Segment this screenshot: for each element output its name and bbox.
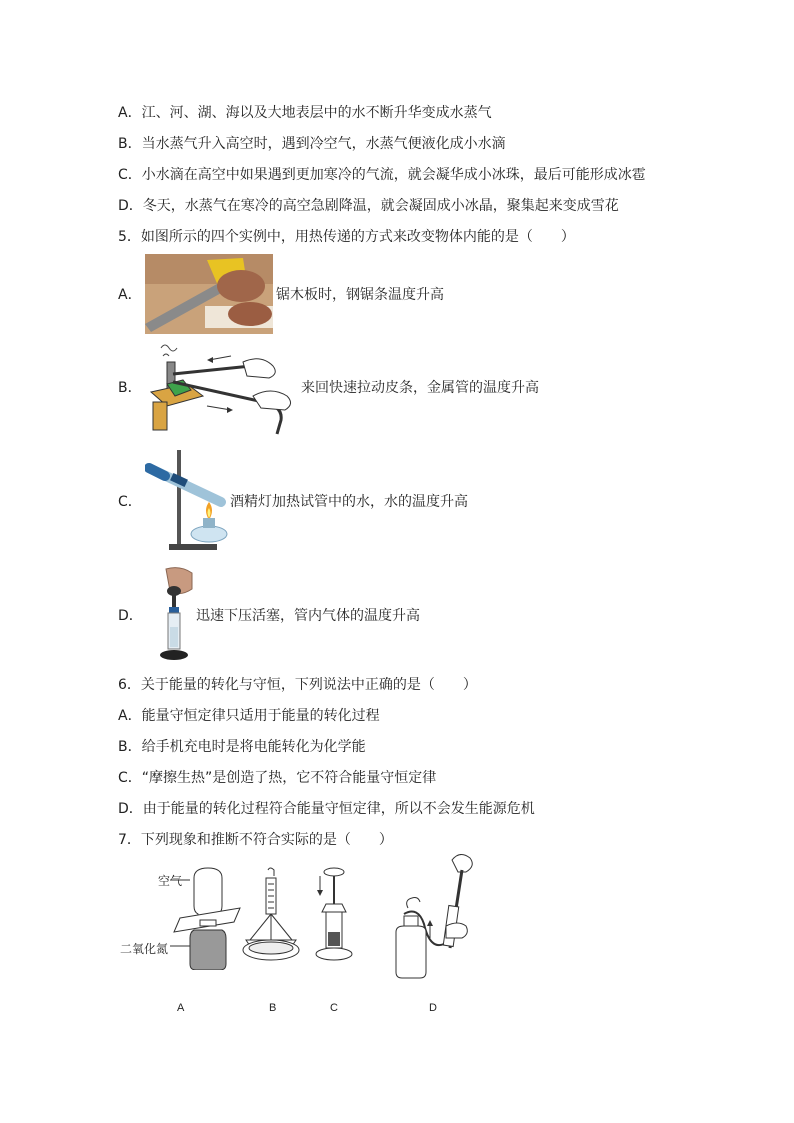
q5-option-a-label: A． bbox=[118, 287, 142, 303]
figure-label-d: D bbox=[429, 1002, 437, 1014]
q5-option-d-text: 迅速下压活塞，管内气体的温度升高 bbox=[196, 608, 420, 624]
q5-option-b-text: 来回快速拉动皮条，金属管的温度升高 bbox=[301, 380, 539, 396]
q7-stem: 7．下列现象和推断不符合实际的是（ ） bbox=[118, 832, 393, 848]
q4-option-b: B．当水蒸气升入高空时，遇到冷空气，水蒸气便液化成小水滴 bbox=[118, 136, 506, 152]
bottle-pump-drawing bbox=[386, 852, 486, 982]
q4-option-a: A．江、河、湖、海以及大地表层中的水不断升华变成水蒸气 bbox=[118, 105, 492, 121]
q5-option-d-label: D． bbox=[118, 608, 143, 624]
q5-option-a-text: 锯木板时，钢锯条温度升高 bbox=[276, 287, 444, 303]
figure-label-c: C bbox=[330, 1002, 338, 1014]
figure-a-no2-label: 二氧化氮 bbox=[120, 942, 169, 956]
q6-option-a: A．能量守恒定律只适用于能量的转化过程 bbox=[118, 708, 380, 724]
q6-stem: 6．关于能量的转化与守恒，下列说法中正确的是（ ） bbox=[118, 677, 477, 693]
q5-stem: 5．如图所示的四个实例中，用热传递的方式来改变物体内能的是（ ） bbox=[118, 229, 575, 245]
piston-cylinder-photo bbox=[156, 567, 194, 665]
figure-label-b: B bbox=[269, 1002, 277, 1014]
metal-tube-rope-drawing bbox=[143, 340, 303, 435]
spring-scale-glass-plate-drawing bbox=[240, 866, 302, 964]
q5-option-c-text: 酒精灯加热试管中的水，水的温度升高 bbox=[230, 494, 468, 510]
saw-photo bbox=[145, 254, 273, 334]
air-compression-cylinder-drawing bbox=[314, 866, 354, 966]
q6-option-d: D．由于能量的转化过程符合能量守恒定律，所以不会发生能源危机 bbox=[118, 801, 535, 817]
figure-label-a: A bbox=[177, 1002, 185, 1014]
figure-a-air-label: 空气 bbox=[158, 874, 183, 888]
q5-option-c-label: C． bbox=[118, 494, 142, 510]
alcohol-lamp-drawing bbox=[145, 448, 230, 556]
q6-option-c: C．“摩擦生热”是创造了热，它不符合能量守恒定律 bbox=[118, 770, 437, 786]
q6-option-b: B．给手机充电时是将电能转化为化学能 bbox=[118, 739, 366, 755]
q4-option-d: D．冬天，水蒸气在寒冷的高空急剧降温，就会凝固成小冰晶，聚集起来变成雪花 bbox=[118, 198, 619, 214]
q5-option-b-label: B． bbox=[118, 380, 142, 396]
two-bottles-diffusion-drawing bbox=[170, 864, 245, 970]
q4-option-c: C．小水滴在高空中如果遇到更加寒冷的气流，就会凝华成小冰珠，最后可能形成冰雹 bbox=[118, 167, 646, 183]
